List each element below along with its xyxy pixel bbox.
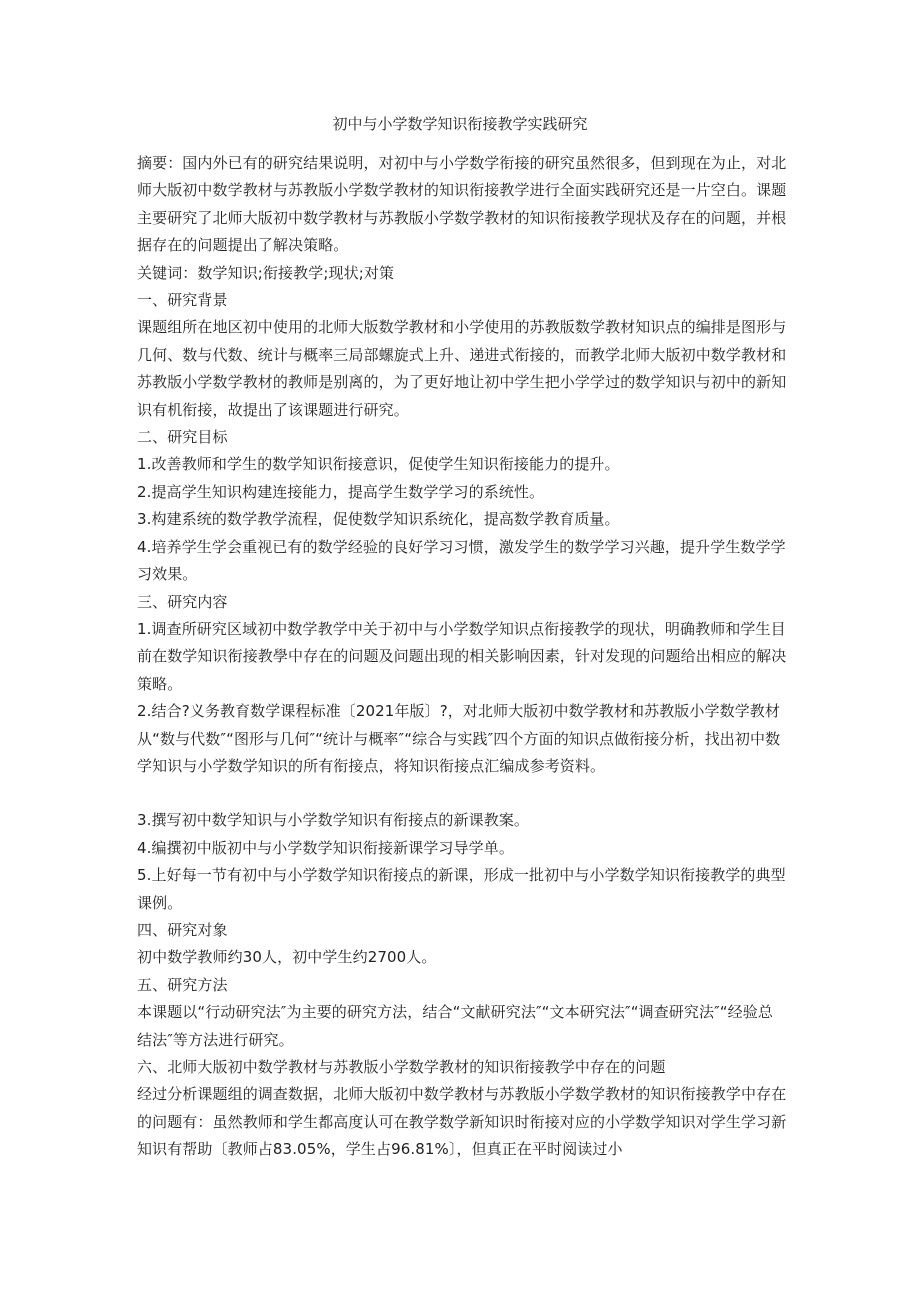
keywords-line: 关键词：数学知识;衔接教学;现状;对策 (137, 263, 395, 282)
document-body (137, 150, 787, 1164)
section-heading: 五、研究方法 (137, 975, 228, 994)
list-item: 2.提高学生知识构建连接能力，提高学生数学学习的系统性。 (137, 482, 545, 501)
section-heading: 四、研究对象 (137, 920, 228, 939)
list-item: 4.培养学生学会重视已有的数学经验的良好学习习惯，激发学生的数学学习兴趣，提升学生数学学习效果。 (137, 537, 786, 584)
list-item: 2.结合?义务教育数学课程标准〔2021年版〕?，对北师大版初中数学教材和苏教版小学数学教材从“数与代数″“图形与几何″“统计与概率″“综合与实践″四个方面的知识点做衔接分析，找出初中数学知识与小学数学知识的所有衔接点，将知识衔接点汇编成参考资料。 (137, 702, 781, 775)
abstract-paragraph: 摘要：国内外已有的研究结果说明，对初中与小学数学衔接的研究虽然很多，但到现在为止，对北师大版初中数学教材与苏教版小学数学教材的知识衔接教学进行全面实践研究还是一片空白。课题主要研究了北师大版初中数学教材与苏教版小学数学教材的知识衔接教学现状及存在的问题，并根据存在的问题提出了解决策略。 (137, 154, 787, 255)
section-heading: 三、研究内容 (137, 592, 228, 611)
section-heading: 六、北师大版初中数学教材与苏教版小学数学教材的知识衔接教学中存在的问题 (137, 1058, 666, 1076)
paragraph: 初中数学教师约30人，初中学生约2700人。 (137, 948, 437, 967)
list-item: 1.调查所研究区域初中数学教学中关于初中与小学数学知识点衔接教学的现状，明确教师和学生目前在数学知识衔接教學中存在的问题及问题出现的相关影响因素，针对发现的问题给出相应的解决策略。 (137, 619, 787, 693)
list-item: 4.编撰初中版初中与小学数学知识衔接新课学习导学单。 (137, 838, 514, 857)
list-item: 5.上好每一节有初中与小学数学知识衔接点的新课，形成一批初中与小学数学知识衔接教学的典型课例。 (137, 866, 786, 912)
paragraph: 经过分析课题组的调查数据，北师大版初中数学教材与苏教版小学数学教材的知识衔接教学中存在的问题有：虽然教师和学生都高度认可在教学数学新知识时衔接对应的小学数学知识对学生学习新知识有帮助〔教师占83.05%，学生占96.81%〕，但真正在平时阅读过小 (137, 1085, 787, 1159)
document-title: 初中与小学数学知识衔接教学实践研究 (332, 115, 588, 133)
list-item: 1.改善教师和学生的数学知识衔接意识，促使学生知识衔接能力的提升。 (137, 455, 620, 474)
section-heading: 一、研究背景 (137, 291, 228, 310)
paragraph: 本课题以“行动研究法″为主要的研究方法，结合“文献研究法″“文本研究法″“调查研究法″“经验总结法″等方法进行研究。 (137, 1003, 773, 1049)
paragraph: 课题组所在地区初中使用的北师大版数学教材和小学使用的苏教版数学教材知识点的编排是图形与几何、数与代数、统计与概率三局部螺旋式上升、递进式衔接的，而教学北师大版初中数学教材和苏教版小学数学教材的教师是别离的，为了更好地让初中学生把小学学过的数学知识与初中的新知识有机衔接，故提出了该课题进行研究。 (137, 318, 787, 419)
section-heading: 二、研究目标 (137, 428, 228, 447)
list-item: 3.撰写初中数学知识与小学数学知识有衔接点的新课教案。 (137, 811, 530, 830)
list-item: 3.构建系统的数学教学流程，促使数学知识系统化，提高数学教育质量。 (137, 510, 620, 529)
